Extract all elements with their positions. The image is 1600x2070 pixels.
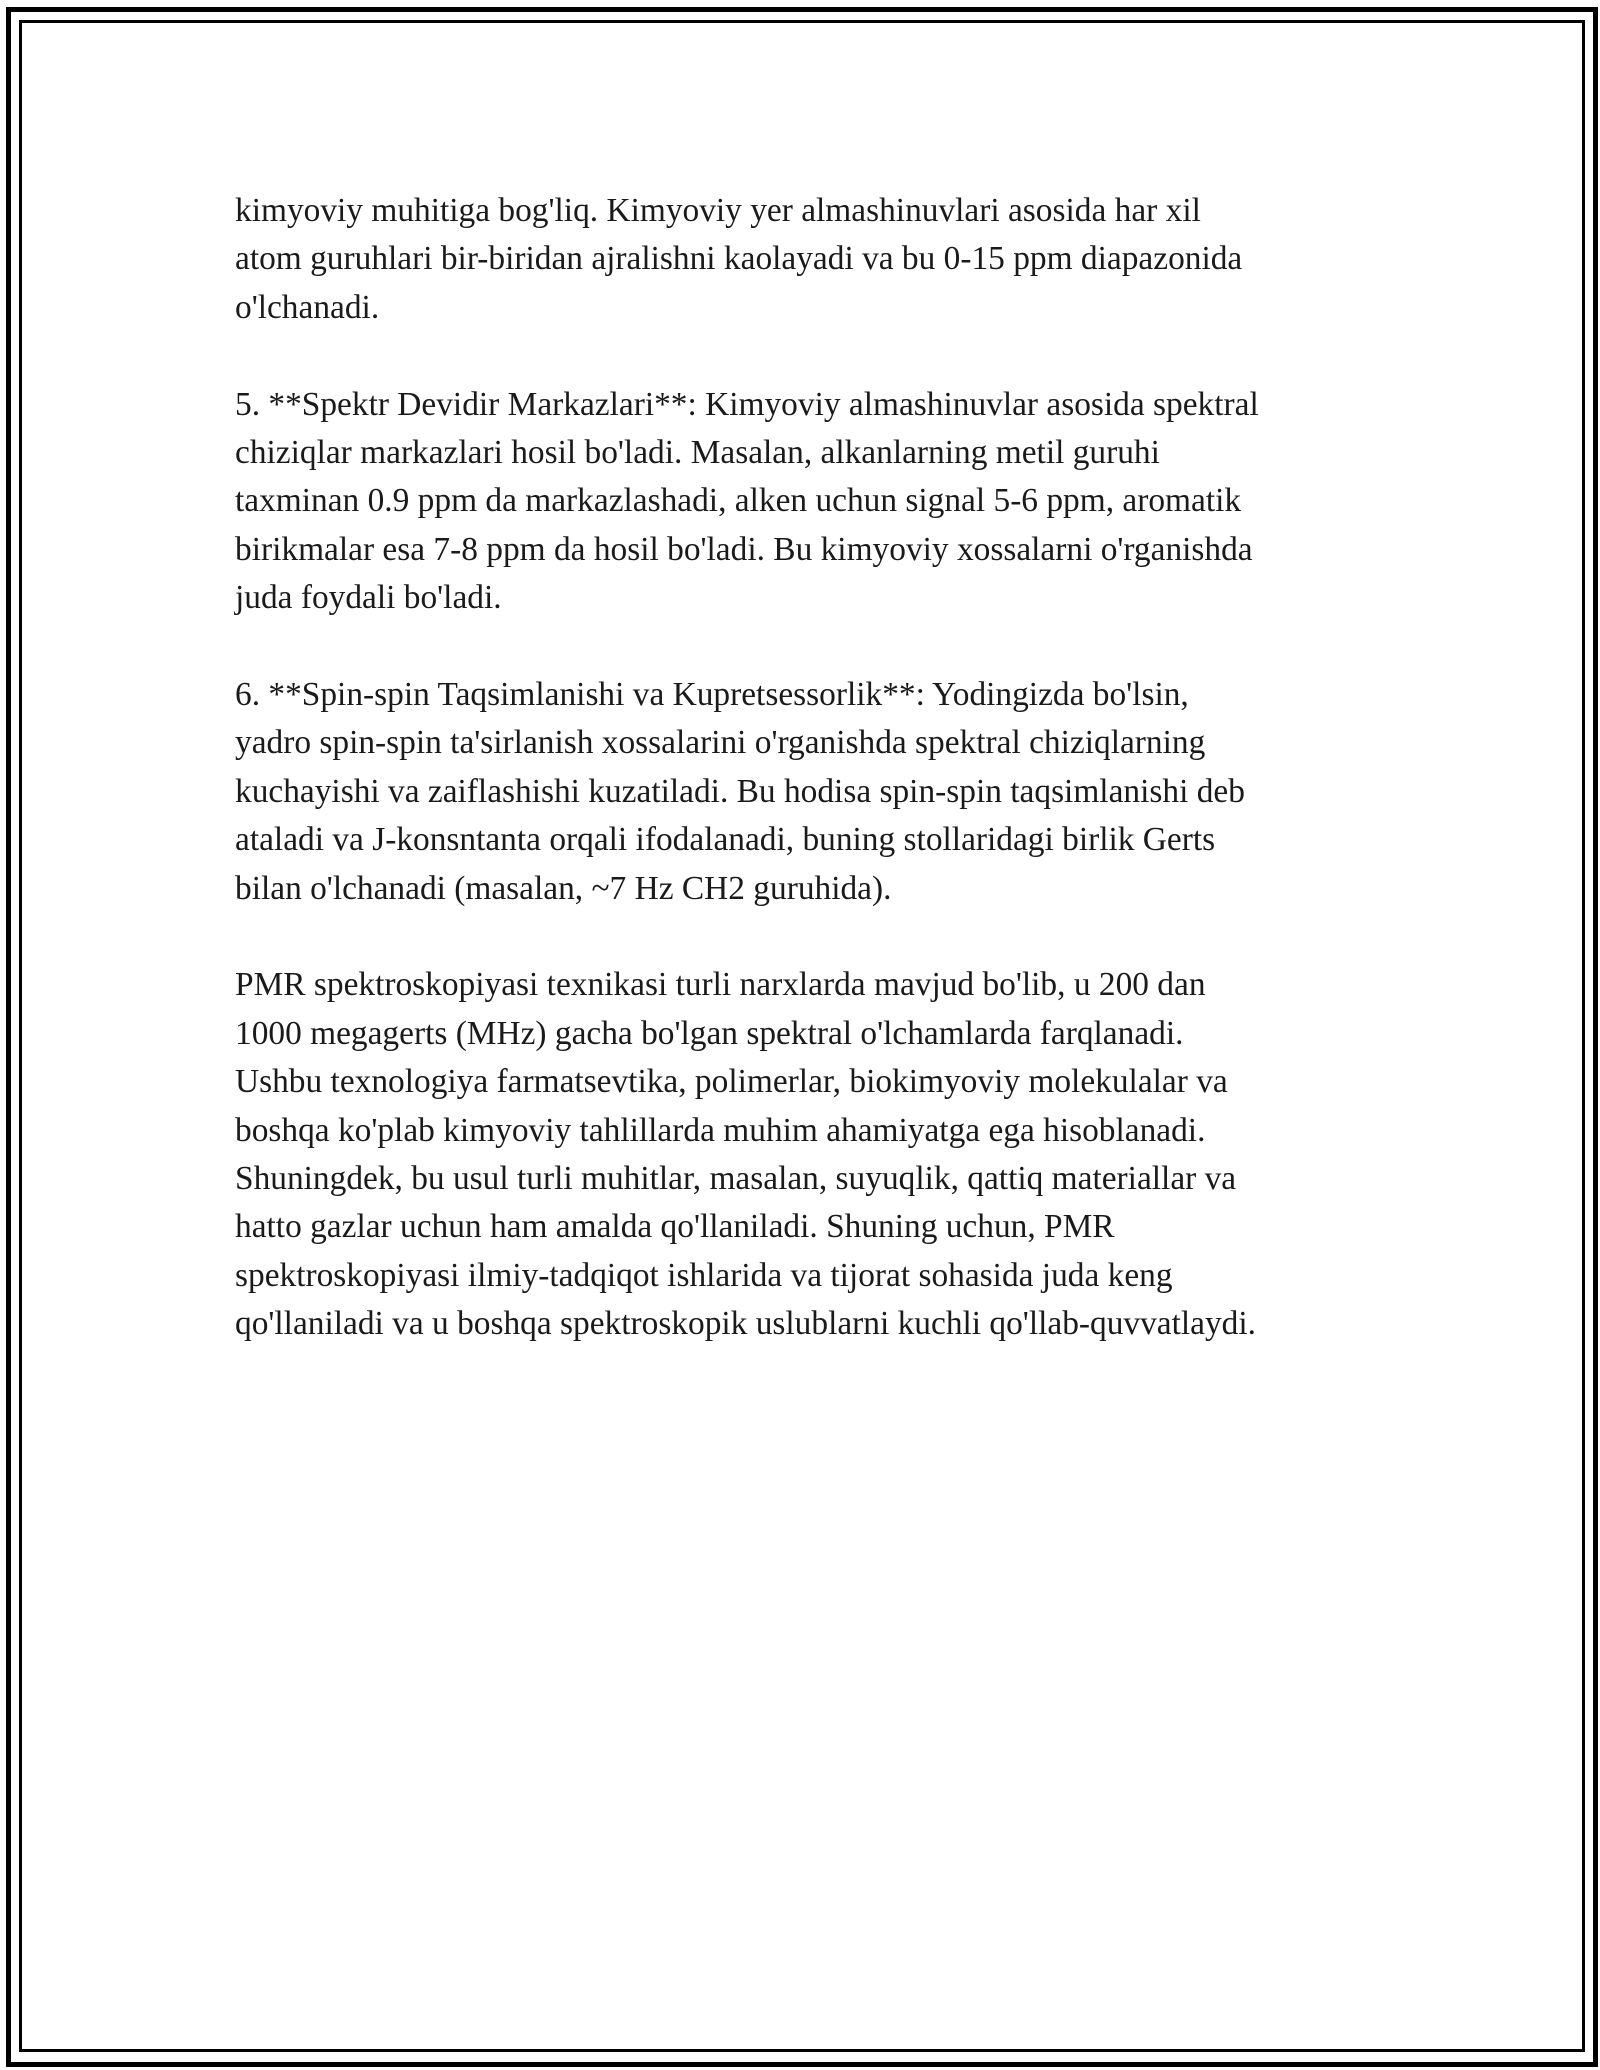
text-line: chiziqlar markazlari hosil bo'ladi. Masalan, alkanlarning metil guruhi [235, 434, 1160, 472]
text-line: atom guruhlari bir-biridan ajralishni kaolayadi va bu 0-15 ppm diapazonida [235, 240, 1243, 278]
text-line: 5. **Spektr Devidir Markazlari**: Kimyoviy almashinuvlar asosida spektral [235, 385, 1259, 423]
text-line: yadro spin-spin ta'sirlanish xossalarini o'rganishda spektral chiziqlarning [235, 724, 1206, 762]
text-line: Ushbu texnologiya farmatsevtika, polimerlar, biokimyoviy molekulalar va [235, 1063, 1228, 1101]
text-line: 6. **Spin-spin Taqsimlanishi va Kupretsessorlik**: Yodingizda bo'lsin, [235, 676, 1189, 714]
document-body [235, 187, 1395, 1397]
text-line: ataladi va J-konsntanta orqali ifodalanadi, buning stollaridagi birlik Gerts [235, 821, 1216, 859]
text-line: hatto gazlar uchun ham amalda qo'llaniladi. Shuning uchun, PMR [235, 1208, 1115, 1246]
paragraph-pmr-applications [235, 961, 1395, 1348]
text-line: spektroskopiyasi ilmiy-tadqiqot ishlarida va tijorat sohasida juda keng [235, 1256, 1173, 1294]
text-line: juda foydali bo'ladi. [235, 579, 502, 617]
text-line: qo'llaniladi va u boshqa spektroskopik uslublarni kuchli qo'llab-quvvatlaydi. [235, 1305, 1257, 1343]
text-line: kuchayishi va zaiflashishi kuzatiladi. Bu hodisa spin-spin taqsimlanishi deb [235, 772, 1245, 810]
text-line: 1000 megagerts (MHz) gacha bo'lgan spektral o'lchamlarda farqlanadi. [235, 1014, 1184, 1052]
text-line: PMR spektroskopiyasi texnikasi turli narxlarda mavjud bo'lib, u 200 dan [235, 966, 1206, 1004]
text-line: kimyoviy muhitiga bog'liq. Kimyoviy yer almashinuvlari asosida har xil [235, 192, 1201, 229]
text-line: o'lchanadi. [235, 288, 380, 326]
paragraph-chemical-environment [235, 187, 1395, 332]
text-line: birikmalar esa 7-8 ppm da hosil bo'ladi. Bu kimyoviy xossalarni o'rganishda [235, 530, 1253, 568]
paragraph-spectral-centers [235, 381, 1395, 623]
text-line: Shuningdek, bu usul turli muhitlar, masalan, suyuqlik, qattiq materiallar va [235, 1160, 1237, 1198]
text-line: boshqa ko'plab kimyoviy tahlillarda muhim ahamiyatga ega hisoblanadi. [235, 1111, 1206, 1149]
text-line: bilan o'lchanadi (masalan, ~7 Hz CH2 guruhida). [235, 869, 892, 907]
paragraph-spin-spin-splitting [235, 671, 1395, 913]
text-line: taxminan 0.9 ppm da markazlashadi, alken uchun signal 5-6 ppm, aromatik [235, 482, 1242, 520]
